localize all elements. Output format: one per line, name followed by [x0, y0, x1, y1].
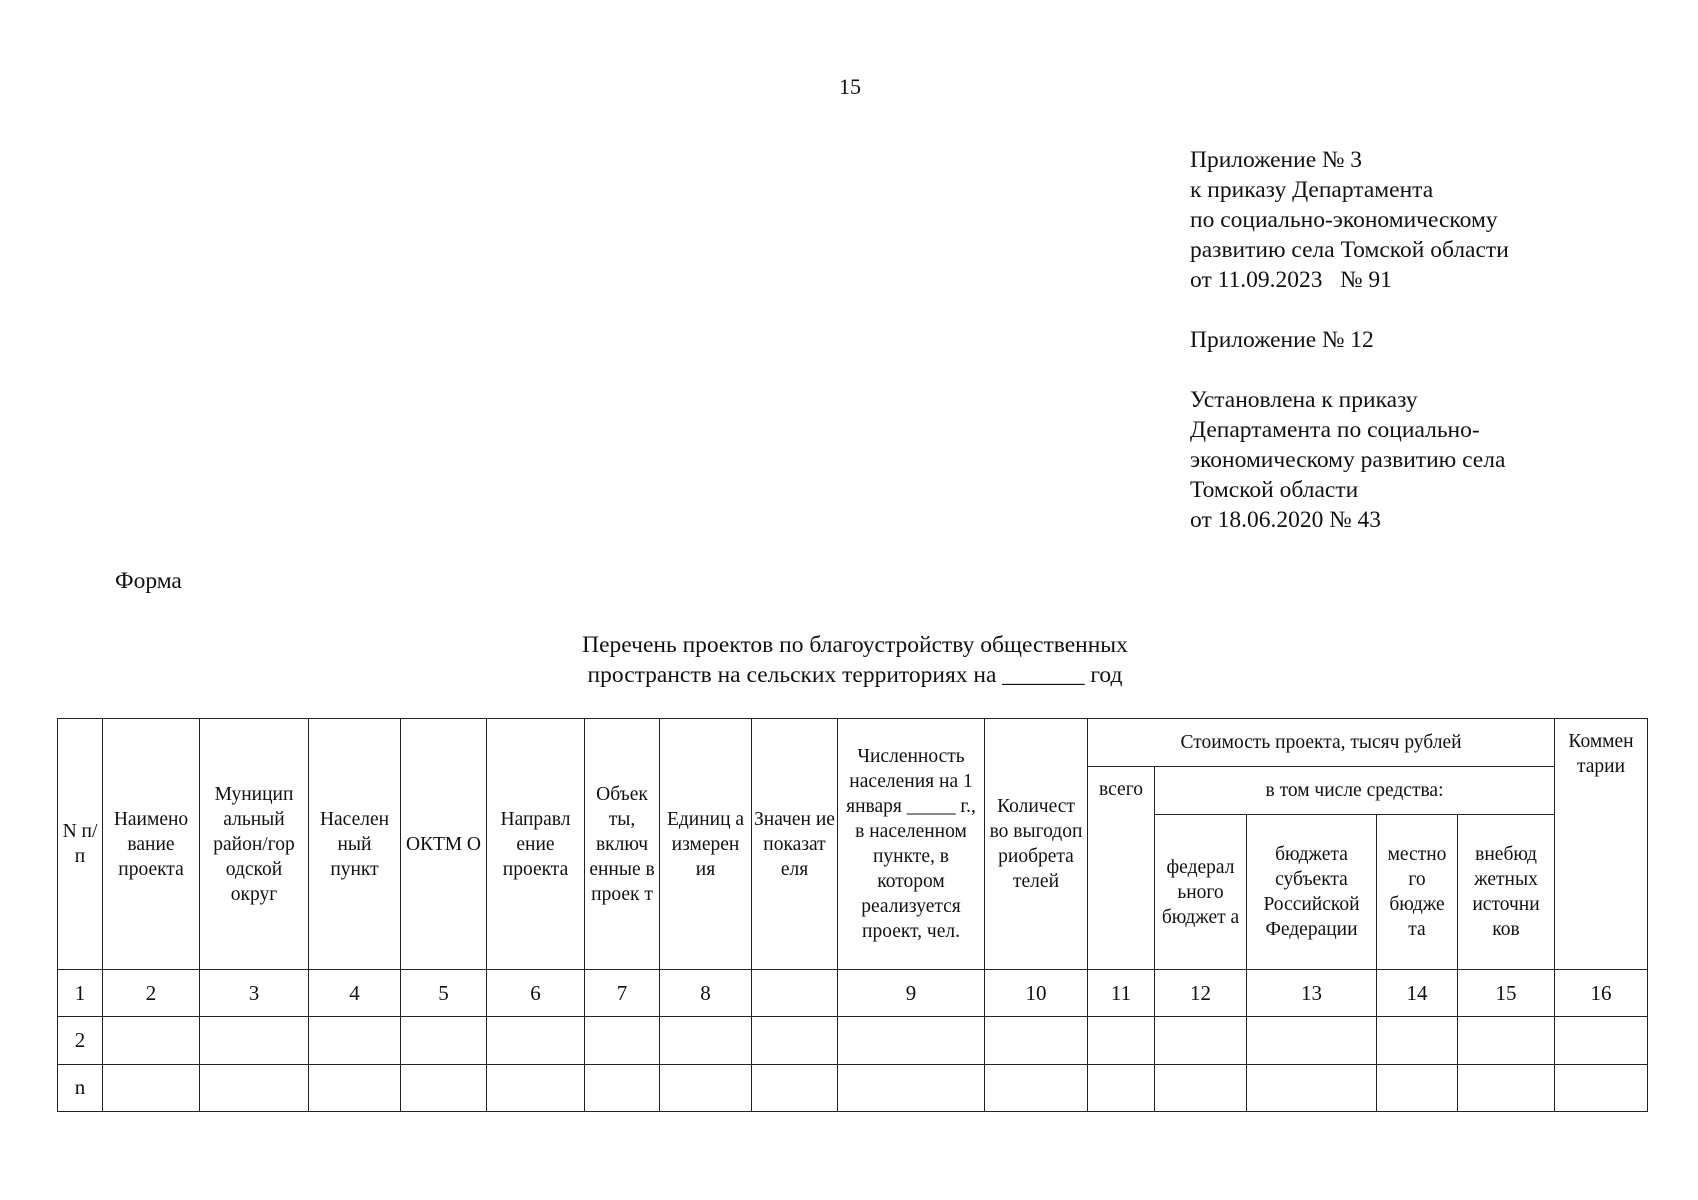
table-cell	[985, 1017, 1088, 1064]
table-cell: 12	[1155, 970, 1247, 1017]
header-settlement: Населен ный пункт	[309, 719, 401, 970]
established-line: экономическому развитию села	[1190, 447, 1506, 473]
table-cell	[752, 1064, 838, 1111]
header-total: всего	[1088, 767, 1155, 970]
header-direction: Направл ение проекта	[487, 719, 585, 970]
table-cell: 2	[103, 970, 200, 1017]
established-line: от 18.06.2020 № 43	[1190, 507, 1382, 533]
header-oktmo: ОКТМ О	[401, 719, 487, 970]
table-cell: 1	[58, 970, 103, 1017]
header-extra: внебюд жетных источни ков	[1458, 815, 1555, 970]
table-cell: 2	[58, 1017, 103, 1064]
table-cell: 15	[1458, 970, 1555, 1017]
header-objects: Объек ты, включ енные в проек т	[585, 719, 660, 970]
header-beneficiaries: Количест во выгодоп риобрета телей	[985, 719, 1088, 970]
table-cell	[487, 1064, 585, 1111]
header-including: в том числе средства:	[1155, 767, 1555, 815]
header-value: Значен ие показат еля	[752, 719, 838, 970]
projects-table	[57, 718, 1648, 1112]
table-cell	[200, 1017, 309, 1064]
table-cell	[1555, 1017, 1648, 1064]
table-cell	[660, 1064, 752, 1111]
table-cell: 5	[401, 970, 487, 1017]
table-cell	[103, 1064, 200, 1111]
table-cell	[660, 1017, 752, 1064]
appendix-line: от 11.09.2023 № 91	[1190, 267, 1392, 293]
table-cell: 14	[1377, 970, 1458, 1017]
table-cell	[752, 1017, 838, 1064]
appendix-line: по социально-экономическому	[1190, 207, 1498, 233]
table-cell	[585, 1017, 660, 1064]
header-district: Муницип альный район/гор одской округ	[200, 719, 309, 970]
table-cell: 3	[200, 970, 309, 1017]
table-cell	[200, 1064, 309, 1111]
header-comments: Коммен тарии	[1555, 719, 1648, 970]
title-line: пространств на сельских территориях на _______ год	[587, 662, 1123, 688]
appendix-block	[1190, 145, 1509, 535]
header-subject: бюджета субъекта Российской Федерации	[1247, 815, 1377, 970]
table-cell	[1247, 1064, 1377, 1111]
table-cell	[1555, 1064, 1648, 1111]
table-cell: 7	[585, 970, 660, 1017]
table-cell: 8	[660, 970, 752, 1017]
table-cell: n	[58, 1064, 103, 1111]
table-cell: 13	[1247, 970, 1377, 1017]
table-cell	[1247, 1017, 1377, 1064]
header-population: Численность населения на 1 января _____ г., в населенном пункте, в котором реализуется проект, чел.	[838, 719, 985, 970]
table-cell: 9	[838, 970, 985, 1017]
table-cell: 16	[1555, 970, 1648, 1017]
table-cell	[585, 1064, 660, 1111]
table-cell: 11	[1088, 970, 1155, 1017]
document-title	[440, 630, 1270, 690]
table-cell	[1155, 1017, 1247, 1064]
table-cell	[985, 1064, 1088, 1111]
table-cell: 10	[985, 970, 1088, 1017]
appendix-12-line: Приложение № 12	[1190, 327, 1374, 353]
table-cell	[401, 1017, 487, 1064]
table-cell	[1155, 1064, 1247, 1111]
table-cell	[838, 1064, 985, 1111]
title-line: Перечень проектов по благоустройству общественных	[582, 632, 1128, 658]
table-cell	[1377, 1017, 1458, 1064]
table-row	[58, 1064, 1648, 1111]
table-cell	[1088, 1017, 1155, 1064]
table-cell	[103, 1017, 200, 1064]
table-cell: 4	[309, 970, 401, 1017]
table-cell: 6	[487, 970, 585, 1017]
header-local: местно го бюдже та	[1377, 815, 1458, 970]
table-cell	[752, 970, 838, 1017]
header-cost: Стоимость проекта, тысяч рублей	[1088, 719, 1555, 767]
table-cell	[1458, 1064, 1555, 1111]
appendix-line: к приказу Департамента	[1190, 177, 1434, 203]
appendix-line: развитию села Томской области	[1190, 237, 1509, 263]
established-line: Томской области	[1190, 477, 1359, 503]
page-number: 15	[839, 74, 861, 99]
table-cell	[309, 1064, 401, 1111]
table-cell	[1377, 1064, 1458, 1111]
header-federal: федерал ьного бюджет а	[1155, 815, 1247, 970]
table-cell	[838, 1017, 985, 1064]
established-line: Установлена к приказу	[1190, 387, 1418, 413]
appendix-line: Приложение № 3	[1190, 147, 1363, 173]
header-unit: Единиц а измерен ия	[660, 719, 752, 970]
numbering-row	[58, 970, 1648, 1017]
table-cell	[1088, 1064, 1155, 1111]
table-cell	[309, 1017, 401, 1064]
table-cell	[1458, 1017, 1555, 1064]
table-row	[58, 1017, 1648, 1064]
table-cell	[401, 1064, 487, 1111]
established-line: Департамента по социально-	[1190, 417, 1480, 443]
header-project-name: Наимено вание проекта	[103, 719, 200, 970]
table-cell	[487, 1017, 585, 1064]
form-label: Форма	[115, 568, 182, 594]
header-num: N п/п	[58, 719, 103, 970]
